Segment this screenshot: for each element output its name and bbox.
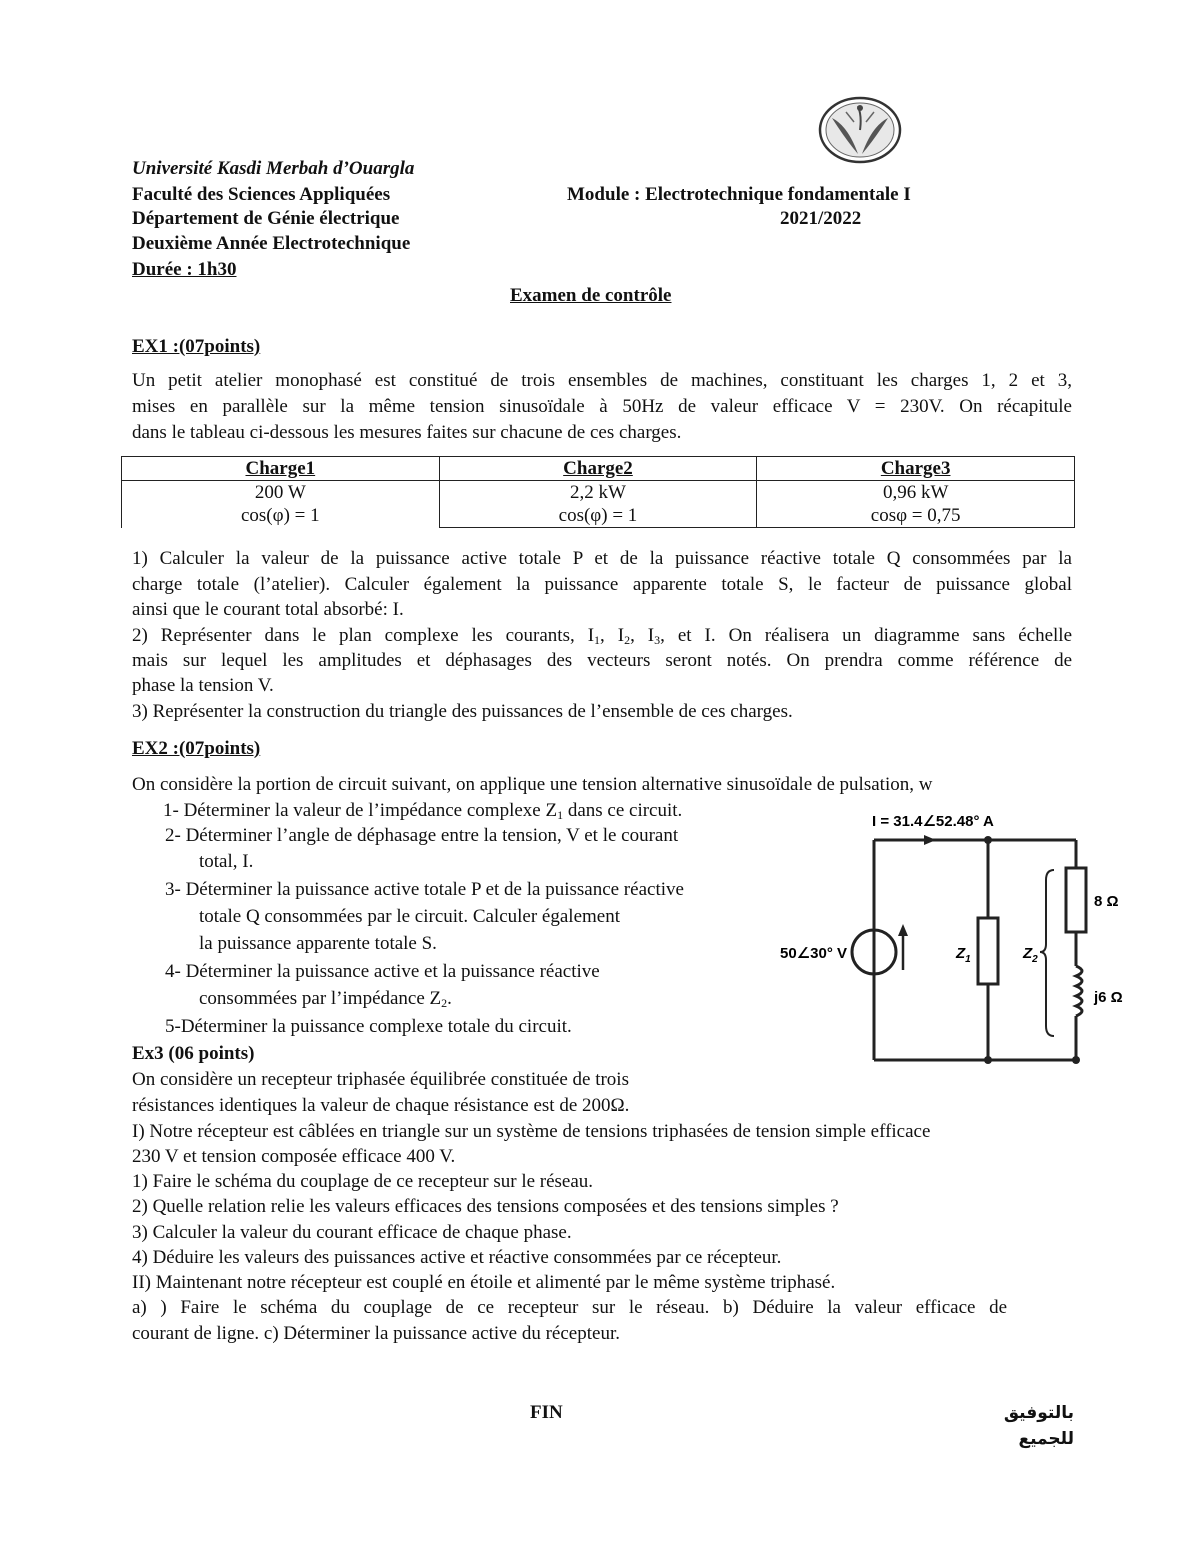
ex1-q2-line: 2) Représenter dans le plan complexe les courants, $I_1$, $I_2$, $I_3$, et I. On réalisera un diagramme sans échelle xyxy=(132,625,1073,647)
ex1-intro-line: dans le tableau ci-dessous les mesures faites sur chacune de ces charges. xyxy=(132,422,682,443)
ex3-line: II) Maintenant notre récepteur est couplé en étoile et alimenté par le même système triphasé. xyxy=(132,1272,836,1293)
exam-duration: Durée : 1h30 xyxy=(132,259,237,280)
ex2-question-1: 1- Déterminer la valeur de l’impédance complexe $Z_1$ dans ce circuit. xyxy=(163,800,683,822)
ex3-line: I) Notre récepteur est câblées en triangle sur un système de tensions triphasées de tension simple efficace xyxy=(132,1121,931,1142)
ex2-intro: On considère la portion de circuit suivant, on applique une tension alternative sinusoïdale de pulsation, w xyxy=(132,774,933,795)
power-value: 0,96 kW xyxy=(882,482,949,503)
table-header-cell: Charge1 xyxy=(122,457,440,481)
table-cell xyxy=(122,481,440,528)
table-row xyxy=(122,457,1075,481)
ex2-heading: EX2 :(07points) xyxy=(132,738,261,759)
circuit-diagram xyxy=(776,806,1156,1068)
ex3-line: On considère un recepteur triphasée équilibrée constituée de trois xyxy=(132,1069,629,1090)
ex2-question-4: 4- Déterminer la puissance active et la puissance réactive xyxy=(165,961,600,982)
inductor-label: j6 Ω xyxy=(1094,989,1123,1006)
ex2-question-5: 5-Déterminer la puissance complexe totale du circuit. xyxy=(165,1016,572,1037)
ex2-question-3-cont: totale Q consommées par le circuit. Calculer également xyxy=(199,906,620,927)
ex2-question-2-cont: total, I. xyxy=(199,851,254,872)
ex3-line: 230 V et tension composée efficace 400 V. xyxy=(132,1146,456,1167)
year-level: Deuxième Année Electrotechnique xyxy=(132,233,411,254)
current-label: I = 31.4∠52.48° A xyxy=(872,813,994,830)
ex3-line: 2) Quelle relation relie les valeurs efficaces des tensions composées et des tensions simples ? xyxy=(132,1196,839,1217)
z1-label: $Z_1$ xyxy=(956,945,971,965)
ex2-question-4-cont: consommées par l’impédance $Z_2$. xyxy=(199,988,452,1010)
ex1-q2-line: mais sur lequel les amplitudes et déphasages des vecteurs seront notés. On prendra comme référence de xyxy=(132,650,1072,671)
table-header-cell: Charge3 xyxy=(757,457,1075,481)
source-label: 50∠30° V xyxy=(780,945,847,962)
arabic-wish: بالتوفيق للجميع xyxy=(1003,1403,1074,1449)
ex1-q1-line: 1) Calculer la valeur de la puissance active totale P et de la puissance réactive totale Q consommées par la xyxy=(132,548,1072,569)
resistor-label: 8 Ω xyxy=(1094,893,1119,910)
ex3-line: a) ) Faire le schéma du couplage de ce recepteur sur le réseau. b) Déduire la valeur efficace de xyxy=(132,1297,1007,1318)
table-cell xyxy=(439,481,757,528)
ex2-question-3: 3- Déterminer la puissance active totale P et de la puissance réactive xyxy=(165,879,684,900)
exam-title: Examen de contrôle xyxy=(510,285,672,306)
charges-table xyxy=(121,456,1075,528)
power-value: 2,2 kW xyxy=(570,482,626,503)
ex3-line: 1) Faire le schéma du couplage de ce recepteur sur le réseau. xyxy=(132,1171,594,1192)
power-factor: cosφ = 0,75 xyxy=(870,505,961,526)
table-row xyxy=(122,481,1075,528)
ex3-line: courant de ligne. c) Déterminer la puissance active du récepteur. xyxy=(132,1323,620,1344)
university-name: Université Kasdi Merbah d’Ouargla xyxy=(132,158,415,179)
power-value: 200 W xyxy=(254,482,306,504)
ex3-line: 3) Calculer la valeur du courant efficace de chaque phase. xyxy=(132,1222,572,1243)
ex2-question-3-cont: la puissance apparente totale S. xyxy=(199,933,437,954)
ex1-q3-line: 3) Représenter la construction du triangle des puissances de l’ensemble de ces charges. xyxy=(132,701,793,722)
ex1-q1-line: charge totale (l’atelier). Calculer également la puissance apparente totale S, le facteur de puissance global xyxy=(132,574,1072,595)
faculty-name: Faculté des Sciences Appliquées xyxy=(132,184,391,205)
table-cell xyxy=(757,481,1075,528)
ex1-intro-line: mises en parallèle sur la même tension sinusoïdale à 50Hz de valeur efficace V = 230V. On récapitule xyxy=(132,396,1072,417)
academic-year: 2021/2022 xyxy=(780,208,862,229)
module-name: Module : Electrotechnique fondamentale I xyxy=(567,184,911,205)
fin-label: FIN xyxy=(530,1402,563,1423)
department-name: Département de Génie électrique xyxy=(132,208,400,229)
table-header-cell: Charge2 xyxy=(439,457,757,481)
ex3-line: résistances identiques la valeur de chaque résistance est de 200Ω. xyxy=(132,1095,630,1116)
ex1-q1-line: ainsi que le courant total absorbé: I. xyxy=(132,599,404,620)
z2-label: $Z_2$ xyxy=(1023,945,1038,965)
power-factor: cos(φ) = 1 xyxy=(558,505,638,526)
ex2-question-2: 2- Déterminer l’angle de déphasage entre la tension, V et le courant xyxy=(165,825,679,846)
ex1-intro-line: Un petit atelier monophasé est constitué de trois ensembles de machines, constituant les charges 1, 2 et 3, xyxy=(132,370,1072,391)
power-factor: cos(φ) = 1 xyxy=(240,505,320,527)
ex1-heading: EX1 :(07points) xyxy=(132,336,261,357)
ex3-line: 4) Déduire les valeurs des puissances active et réactive consommées par ce récepteur. xyxy=(132,1247,782,1268)
ex1-q2-line: phase la tension V. xyxy=(132,675,274,696)
ex3-heading: Ex3 (06 points) xyxy=(132,1043,255,1064)
university-logo xyxy=(818,96,902,164)
